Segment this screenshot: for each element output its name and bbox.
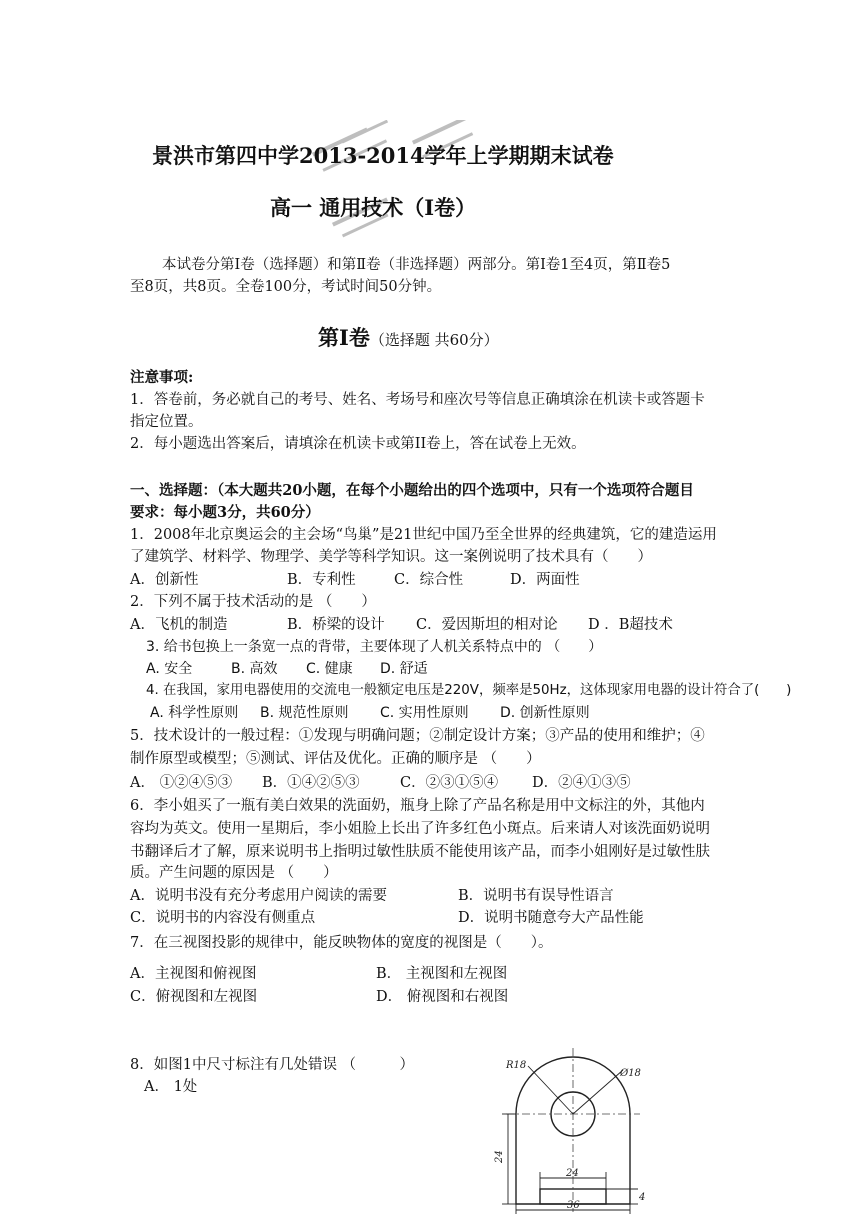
q7-option-c: C．俯视图和左视图	[130, 989, 258, 1005]
q8-option-a: A． 1处	[144, 1079, 198, 1095]
q1-option-c: C．综合性	[394, 572, 464, 588]
q7-option-a: A．主视图和俯视图	[130, 966, 257, 982]
q6-stem-line-4: 质。产生问题的原因是 （ ）	[130, 865, 338, 881]
figure-label-d18: Ø18	[620, 1068, 641, 1079]
q5-option-c: C．②③①⑤④	[400, 775, 499, 791]
notice-heading: 注意事项:	[130, 369, 194, 386]
q1-option-d: D．两面性	[510, 572, 580, 588]
section-heading-small: （选择题 共60分）	[369, 331, 499, 349]
q5-stem-line-1: 5．技术设计的一般过程：①发现与明确问题；②制定设计方案；③产品的使用和维护；④	[130, 728, 705, 744]
figure-1-drawing	[488, 1042, 658, 1214]
q2-option-c: C．爱因斯坦的相对论	[416, 617, 558, 633]
figure-label-t4: 4	[639, 1192, 646, 1203]
figure-label-w24: 24	[566, 1168, 579, 1179]
q7-option-b: B． 主视图和左视图	[376, 966, 508, 982]
exam-title: 景洪市第四中学2013-2014学年上学期期末试卷	[152, 143, 614, 168]
part1-heading-line-1: 一、选择题：（本大题共20小题，在每个小题给出的四个选项中，只有一个选项符合题目	[130, 482, 694, 499]
q6-option-a: A．说明书没有充分考虑用户阅读的需要	[130, 888, 387, 904]
figure-label-w36: 36	[567, 1200, 580, 1211]
q3-option-c: C. 健康	[306, 661, 353, 677]
q2-option-a: A．飞机的制造	[130, 617, 228, 633]
q6-option-b: B．说明书有误导性语言	[458, 888, 614, 904]
q4-option-d: D. 创新性原则	[500, 705, 590, 721]
notice-item-1-line-1: 1．答卷前，务必就自己的考号、姓名、考场号和座次号等信息正确填涂在机读卡或答题卡	[130, 392, 705, 408]
q8-stem: 8．如图1中尺寸标注有几处错误 （ ）	[130, 1057, 415, 1073]
exam-subtitle: 高一 通用技术（I卷）	[270, 195, 477, 220]
q3-stem: 3. 给书包换上一条宽一点的背带，主要体现了人机关系特点中的 （ ）	[146, 639, 603, 655]
q4-stem: 4. 在我国，家用电器使用的交流电一般额定电压是220V，频率是50Hz，这体现家用电器的设计符合了( )	[146, 683, 792, 698]
q4-option-b: B. 规范性原则	[260, 705, 349, 721]
figure-label-h24: 24	[494, 1150, 505, 1163]
q6-option-c: C．说明书的内容没有侧重点	[130, 910, 316, 926]
q4-option-a: A. 科学性原则	[150, 705, 239, 721]
section-heading	[318, 325, 499, 351]
q3-option-a: A. 安全	[146, 661, 193, 677]
q6-option-d: D．说明书随意夸大产品性能	[458, 910, 644, 926]
q2-option-d: D ．B超技术	[588, 617, 673, 633]
notice-item-2: 2．每小题选出答案后，请填涂在机读卡或第II卷上，答在试卷上无效。	[130, 436, 586, 452]
q7-stem: 7．在三视图投影的规律中，能反映物体的宽度的视图是（ ）。	[130, 935, 553, 951]
section-heading-big: 第Ⅰ卷	[318, 325, 370, 350]
notice-item-1-line-2: 指定位置。	[130, 414, 203, 430]
q1-option-b: B．专利性	[287, 572, 356, 588]
intro-line-1: 本试卷分第Ⅰ卷（选择题）和第Ⅱ卷（非选择题）两部分。第Ⅰ卷1至4页，第Ⅱ卷5	[162, 257, 671, 273]
q4-option-c: C. 实用性原则	[380, 705, 469, 721]
q6-stem-line-1: 6．李小姐买了一瓶有美白效果的洗面奶，瓶身上除了产品名称是用中文标注的外，其他内	[130, 798, 705, 814]
watermark-stamp	[300, 120, 500, 240]
q6-stem-line-3: 书翻译后才了解，原来说明书上指明过敏性肤质不能使用该产品，而李小姐刚好是过敏性肤	[130, 844, 710, 860]
q7-option-d: D． 俯视图和右视图	[376, 989, 509, 1005]
q5-option-b: B．①④②⑤③	[262, 775, 360, 791]
q1-stem-line-2: 了建筑学、材料学、物理学、美学等科学知识。这一案例说明了技术具有（ ）	[130, 549, 652, 565]
q5-option-a: A． ①②④⑤③	[130, 775, 233, 791]
q5-stem-line-2: 制作原型或模型；⑤测试、评估及优化。正确的顺序是 （ ）	[130, 751, 541, 767]
q6-stem-line-2: 容均为英文。使用一星期后，李小姐脸上长出了许多红色小斑点。后来请人对该洗面奶说明	[130, 821, 710, 837]
q3-option-d: D. 舒适	[380, 661, 428, 677]
q5-option-d: D．②④①③⑤	[532, 775, 631, 791]
q1-stem-line-1: 1．2008年北京奥运会的主会场“鸟巢”是21世纪中国乃至全世界的经典建筑，它的建造运用	[130, 527, 717, 543]
part1-heading-line-2: 要求：每小题3分，共60分）	[130, 504, 320, 521]
figure-label-r18: R18	[506, 1060, 527, 1071]
q1-option-a: A．创新性	[130, 572, 199, 588]
q2-stem: 2．下列不属于技术活动的是 （ ）	[130, 594, 376, 610]
q3-option-b: B. 高效	[231, 661, 278, 677]
q2-option-b: B．桥梁的设计	[287, 617, 385, 633]
intro-line-2: 至8页，共8页。全卷100分，考试时间50分钟。	[130, 279, 442, 295]
